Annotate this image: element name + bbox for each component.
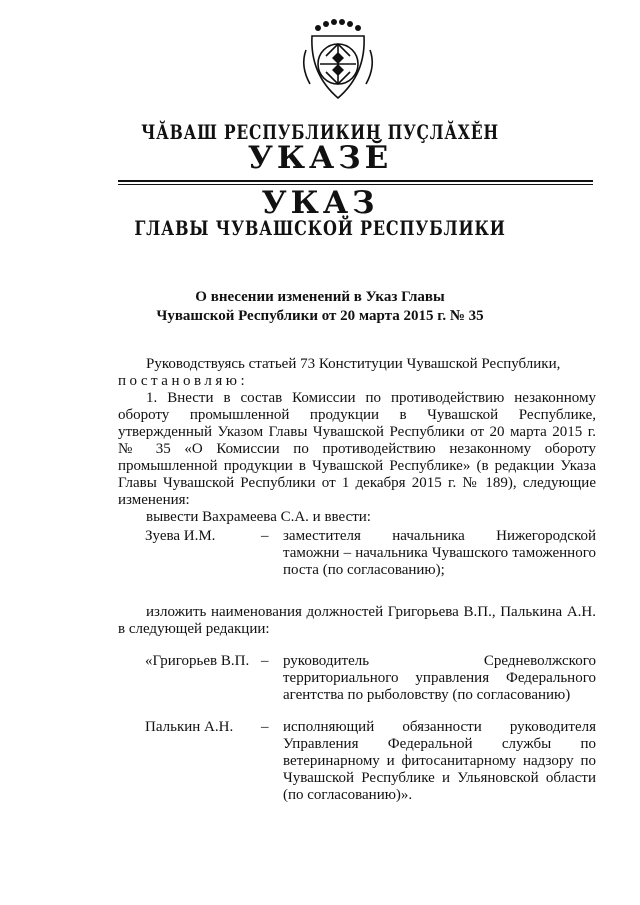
member-name: Зуева И.М. xyxy=(145,528,216,544)
restate-text: изложить наименования должностей Григорьева В.П., Палькина А.Н. в следующей редакции: xyxy=(118,604,596,637)
coat-of-arms-icon xyxy=(296,14,380,106)
item-1 xyxy=(118,390,596,526)
russian-header-line: ГЛАВЫ ЧУВАШСКОЙ РЕСПУБЛИКИ xyxy=(134,216,506,240)
chuvash-header-line: ЧӐВАШ РЕСПУБЛИКИН ПУҪЛӐХӖН xyxy=(141,120,499,144)
subject-line-2: Чувашской Республики от 20 марта 2015 г. № 35 xyxy=(156,308,484,324)
remove-add-line: вывести Вахрамеева С.А. и ввести: xyxy=(146,509,371,525)
decree-word: постановляю: xyxy=(118,373,249,389)
header-divider xyxy=(118,180,593,182)
preamble-text: Руководствуясь статьей 73 Конституции Чувашской Республики, xyxy=(146,356,561,372)
member-position: заместителя начальника Нижегородской таможни – начальника Чувашского таможенного поста (по согласованию); xyxy=(283,528,596,578)
chuvash-decree-title: УКАЗӖ xyxy=(247,140,393,176)
item-1-text: 1. Внести в состав Комиссии по противодействию незаконному обороту промышленной продукции в Чувашской Республике, утвержденный Указом Главы Чувашской Республики от 20 марта 2015 г. № 35 «О Комиссии по противодействию незаконному обороту промышленной продукции в Чувашской Республике» (в редакции Указа Главы Чувашской Республики от 1 декабря 2015 г. № 189), следующие изменения: xyxy=(118,390,596,508)
preamble xyxy=(118,356,596,390)
member-position: исполняющий обязанности руководителя Управления Федеральной службы по ветеринарному и фитосанитарному надзору по Чувашской Республике и Ульяновской области (по согласованию)». xyxy=(283,719,596,803)
member-name: Палькин А.Н. xyxy=(145,719,234,735)
dash: – xyxy=(261,719,269,735)
decree-subject xyxy=(0,288,640,326)
restate-paragraph xyxy=(118,604,596,638)
russian-decree-title: УКАЗ xyxy=(261,185,379,221)
dash: – xyxy=(261,653,269,669)
member-position: руководитель Средневолжского территориального управления Федерального агентства по рыболовству (по согласованию) xyxy=(283,653,596,703)
dash: – xyxy=(261,528,269,544)
member-name: «Григорьев В.П. xyxy=(145,653,250,669)
subject-line-1: О внесении изменений в Указ Главы xyxy=(195,289,445,305)
